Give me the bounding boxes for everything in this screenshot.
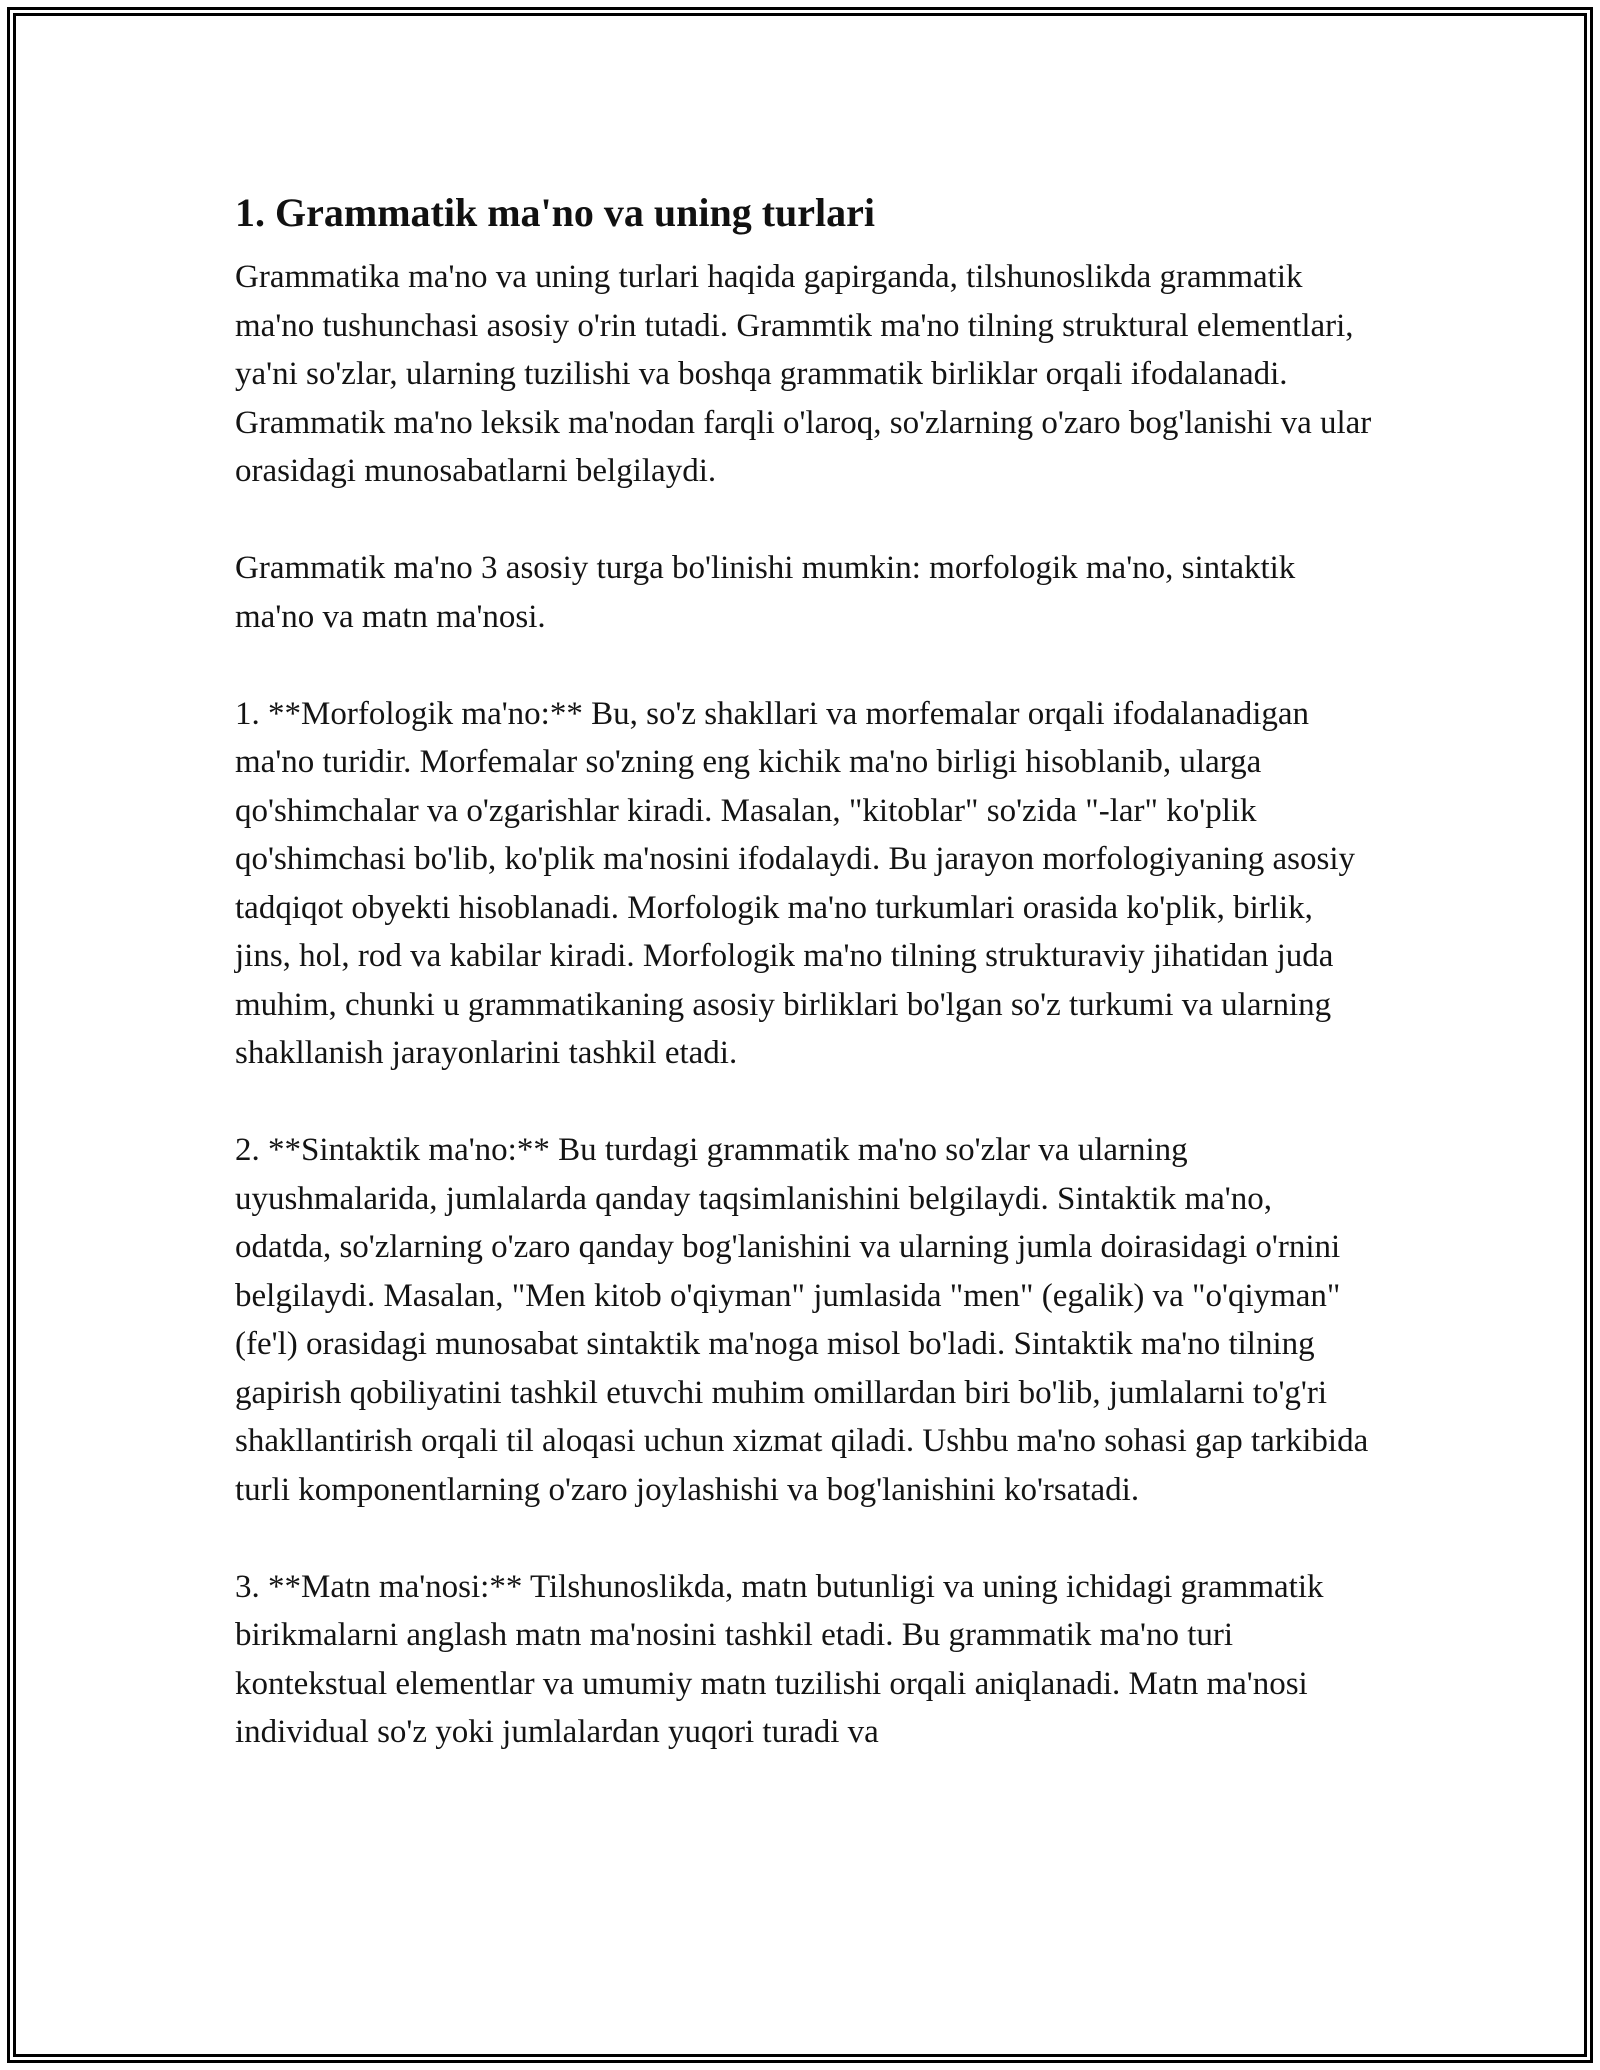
paragraph-text-meaning: 3. **Matn ma'nosi:** Tilshunoslikda, matn butunligi va uning ichidagi grammatik birikmalarni anglash matn ma'nosini tashkil etadi. Bu grammatik ma'no turi kontekstual elementlar va umumiy matn tuzilishi orqali aniqlanadi. Matn ma'nosi individual so'z yoki jumlalardan yuqori turadi va	[235, 1568, 1324, 1750]
paragraph-syntactic: 2. **Sintaktik ma'no:** Bu turdagi grammatik ma'no so'zlar va ularning uyushmalarida, jumlalarda qanday taqsimlanishini belgilaydi. Sintaktik ma'no, odatda, so'zlarning o'zaro qanday bog'lanishini va ularning jumla doirasidagi o'rnini belgilaydi. Masalan, "Men kitob o'qiyman" jumlasida "men" (egalik) va "o'qiyman" (fe'l) orasidagi munosabat sintaktik ma'noga misol bo'ladi. Sintaktik ma'no tilning gapirish qobiliyatini tashkil etuvchi muhim omillardan biri bo'lib, jumlalarni to'g'ri shakllantirish orqali til aloqasi uchun xizmat qiladi. Ushbu ma'no sohasi gap tarkibida turli komponentlarning o'zaro joylashishi va bog'lanishini ko'rsatadi.	[235, 1132, 1369, 1508]
paragraph-types-overview: Grammatik ma'no 3 asosiy turga bo'linishi mumkin: morfologik ma'no, sintaktik ma'no va matn ma'nosi.	[235, 550, 1296, 635]
document-body	[235, 183, 1375, 1805]
paragraph-intro: Grammatika ma'no va uning turlari haqida gapirganda, tilshunoslikda grammatik ma'no tushunchasi asosiy o'rin tutadi. Grammtik ma'no tilning struktural elementlari, ya'ni so'zlar, ularning tuzilishi va boshqa grammatik birliklar orqali ifodalanadi. Grammatik ma'no leksik ma'nodan farqli o'laroq, so'zlarning o'zaro bog'lanishi va ular orasidagi munosabatlarni belgilaydi.	[235, 259, 1372, 489]
section-heading: 1. Grammatik ma'no va uning turlari	[235, 190, 876, 235]
paragraph-morphological: 1. **Morfologik ma'no:** Bu, so'z shakllari va morfemalar orqali ifodalanadigan ma'no turidir. Morfemalar so'zning eng kichik ma'no birligi hisoblanib, ularga qo'shimchalar va o'zgarishlar kiradi. Masalan, "kitoblar" so'zida "-lar" ko'plik qo'shimchasi bo'lib, ko'plik ma'nosini ifodalaydi. Bu jarayon morfologiyaning asosiy tadqiqot obyekti hisoblanadi. Morfologik ma'no turkumlari orasida ko'plik, birlik, jins, hol, rod va kabilar kiradi. Morfologik ma'no tilning strukturaviy jihatidan juda muhim, chunki u grammatikaning asosiy birliklari bo'lgan so'z turkumi va ularning shakllanish jarayonlarini tashkil etadi.	[235, 695, 1355, 1071]
